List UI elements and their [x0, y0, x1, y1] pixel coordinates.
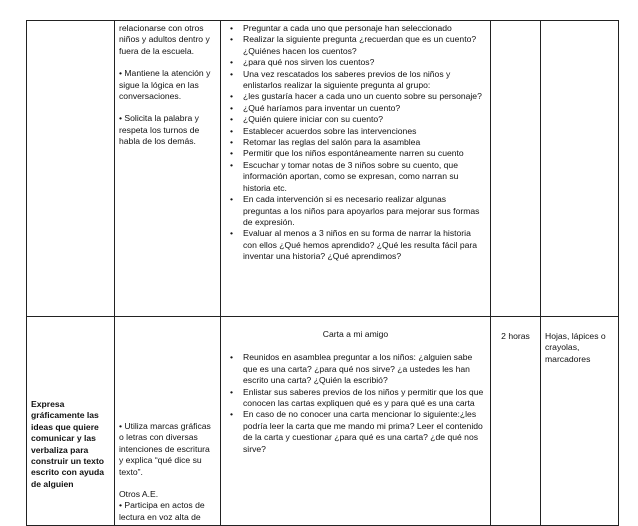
- table-row-cuento: [27, 21, 619, 317]
- activities-list: [225, 23, 486, 263]
- materials-cell: [541, 317, 619, 526]
- activity-item: • En cada intervención si es necesario realizar algunas preguntas a los niños para apoyarlos para mejorar sus formas de expresión.: [225, 194, 486, 228]
- activity-item: • Evaluar al menos a 3 niños en su forma de narrar la historia con ellos ¿Qué hemos aprendido? ¿Qué les resulta fácil para inventar una historia? ¿Qué aprendimos?: [225, 228, 486, 262]
- learning-expectations-cell: [115, 317, 221, 526]
- time-text: 2 horas: [501, 331, 530, 341]
- expectation-text: • Utiliza marcas gráficas o letras con diversas intenciones de escritura y explica “qué dice su texto”.: [119, 421, 211, 477]
- time-cell-empty: [491, 21, 541, 317]
- activity-item: • Retomar las reglas del salón para la asamblea: [225, 137, 486, 148]
- activities-cell: [221, 21, 491, 317]
- activity-item: • ¿Quién quiere iniciar con su cuento?: [225, 114, 486, 125]
- expectation-text: • Solicita la palabra y respeta los turnos de habla de los demás.: [119, 113, 200, 147]
- activity-item: • Escuchar y tomar notas de 3 niños sobre su cuento, que información aportan, como se expresan, como narran su historia etc.: [225, 160, 486, 194]
- activity-item: • En caso de no conocer una carta mencionar lo siguiente:¿les podría leer la carta que me mando mi prima? Leer el contenido de la carta y cuestionar ¿para qué es una carta? ¿de qué nos sirve?: [225, 409, 486, 455]
- activities-list: [225, 352, 486, 455]
- activity-item: • ¿para qué nos sirven los cuentos?: [225, 57, 486, 68]
- learning-expectations-cell: [115, 21, 221, 317]
- activity-item: • Realizar la siguiente pregunta ¿recuerdan que es un cuento? ¿Quiénes hacen los cuentos?: [225, 34, 486, 57]
- activity-item: • Una vez rescatados los saberes previos de los niños y enlistarlos realizar la siguiente pregunta al grupo:: [225, 69, 486, 92]
- activity-item: • ¿les gustaría hacer a cada uno un cuento sobre su personaje?: [225, 91, 486, 102]
- activities-cell: [221, 317, 491, 526]
- activity-item: • Reunidos en asamblea preguntar a los niños: ¿alguien sabe que es una carta? ¿para qué nos sirve? ¿a ustedes les han escrito una carta? ¿Quién la escribió?: [225, 352, 486, 386]
- expectation-text: • Mantiene la atención y sigue la lógica en las conversaciones.: [119, 68, 211, 102]
- materials-cell-empty: [541, 21, 619, 317]
- materials-text: Hojas, lápices o crayolas, marcadores: [545, 331, 606, 364]
- table-row-carta: [27, 317, 619, 526]
- competence-text: Expresa gráficamente las ideas que quiere comunicar y las verbaliza para construir un texto escrito con ayuda de alguien: [31, 399, 105, 489]
- activity-item: • Enlistar sus saberes previos de los niños y permitir que los que conocen las cartas expliquen qué es y para qué es una carta: [225, 387, 486, 410]
- expectation-text: relacionarse con otros niños y adultos dentro y fuera de la escuela.: [119, 23, 210, 56]
- competence-cell-empty: [27, 21, 115, 317]
- planning-table: [26, 20, 619, 526]
- activity-item: • Establecer acuerdos sobre las intervenciones: [225, 126, 486, 137]
- expectation-text: Otros A.E. • Participa en actos de lectura en voz alta de: [119, 489, 205, 522]
- activity-item: • Preguntar a cada uno que personaje han seleccionado: [225, 23, 486, 34]
- activity-item: • ¿Qué haríamos para inventar un cuento?: [225, 103, 486, 114]
- time-cell: [491, 317, 541, 526]
- competence-cell: [27, 317, 115, 526]
- activity-title: Carta a mi amigo: [322, 329, 389, 339]
- activity-item: • Permitir que los niños espontáneamente narren su cuento: [225, 148, 486, 159]
